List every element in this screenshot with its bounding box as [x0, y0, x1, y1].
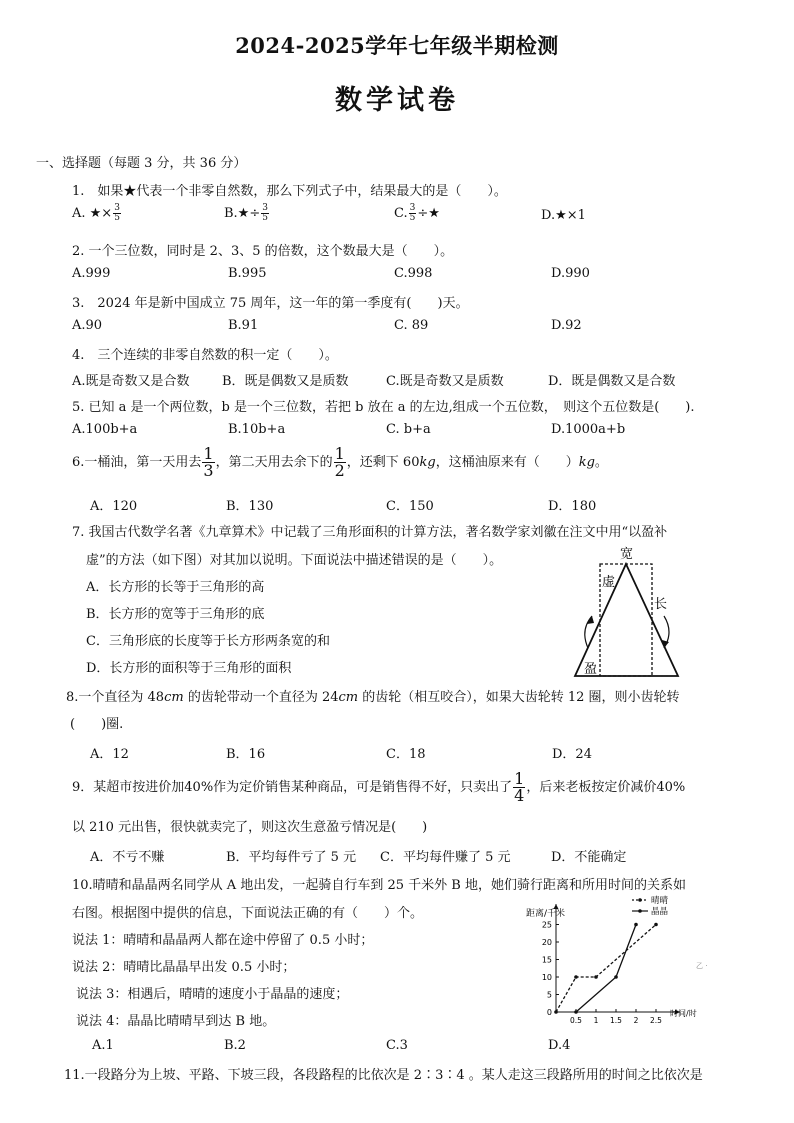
q3-stem: 3. 2024 年是新中国成立 75 周年，这一年的第一季度有( )天。: [72, 296, 469, 311]
legend-label-0: 晴晴: [651, 896, 669, 906]
q4-stem: 4. 三个连续的非零自然数的积一定（ ）。: [72, 348, 338, 363]
q8-option-a: A．12: [90, 747, 129, 762]
q4-option-d: D．既是偶数又是合数: [548, 374, 676, 389]
q8-line1: [66, 686, 680, 705]
q9-f-num: 1: [514, 769, 525, 788]
series-0-point-3: [654, 923, 658, 927]
q3-option-d: D.92: [551, 318, 582, 333]
q9-f-den: 4: [514, 786, 525, 805]
legend-marker-0: [638, 898, 642, 902]
q6-f1-num: 1: [203, 444, 214, 463]
q6-part3: ，还剩下 60: [346, 455, 420, 470]
q2-option-b: B.995: [228, 266, 267, 281]
q1-b-fraction: [261, 204, 269, 223]
y-axis-label: 距离/千米: [526, 909, 566, 919]
y-tick-label-1: 5: [546, 990, 552, 1000]
q2-option-d: D.990: [551, 266, 590, 281]
q3-option-b: B.91: [228, 318, 259, 333]
q9-option-b: B．平均每件亏了 5 元: [226, 850, 357, 865]
q1-stem: 1. 如果★代表一个非零自然数，那么下列式子中，结果最大的是（ ）。: [72, 184, 507, 199]
x-tick-label-2: 1.5: [610, 1016, 622, 1025]
stray-mark: 乙 ·: [696, 962, 708, 970]
q9-fraction: [513, 771, 525, 804]
q7-option-b: B．长方形的宽等于三角形的底: [86, 607, 265, 622]
q3-option-a: A.90: [72, 318, 103, 333]
q2-option-c: C.998: [394, 266, 433, 281]
q2-stem: 2. 一个三位数，同时是 2、3、5 的倍数，这个数最大是（ ）。: [72, 244, 454, 259]
q6-unit: kg: [419, 455, 436, 470]
q10-option-d: D.4: [548, 1038, 571, 1053]
q8-unit-a: cm: [164, 690, 184, 705]
q4-option-b: B．既是偶数又是质数: [222, 374, 349, 389]
q9-line1: [72, 771, 685, 804]
q6-fraction-1: [202, 446, 214, 479]
q6-part2: ，第二天用去余下的: [215, 455, 333, 470]
q1-a-fraction: [113, 204, 121, 223]
series-1-point-1: [614, 975, 618, 979]
q8-option-d: D．24: [552, 747, 592, 762]
q4-option-a: A.既是奇数又是合数: [72, 374, 190, 389]
q1-a-num: 3: [114, 203, 120, 213]
q5-option-b: B.10b+a: [228, 422, 286, 437]
q9-line2: 以 210 元出售，很快就卖完了，则这次生意盈亏情况是( ): [72, 820, 428, 835]
q1-b-prefix: B.★÷: [224, 206, 261, 221]
q10-statement-4: 说法 4：晶晶比晴晴早到达 B 地。: [76, 1014, 276, 1029]
q9-option-a: A．不亏不赚: [90, 850, 165, 865]
q10-line1: 10.晴晴和晶晶两名同学从 A 地出发，一起骑自行车到 25 千米外 B 地，她们骑行距离和所用时间的关系如: [72, 878, 686, 893]
q8-option-b: B．16: [226, 747, 266, 762]
q7-option-c: C．三角形底的长度等于长方形两条宽的和: [86, 634, 330, 649]
q7-line1: 7. 我国古代数学名著《九章算术》中记载了三角形面积的计算方法，著名数学家刘徽在注文中用“以盈补: [72, 525, 668, 540]
q6-fraction-2: [334, 446, 346, 479]
q1-c-prefix: C.: [394, 206, 408, 221]
q10-statement-1: 说法 1：晴晴和晶晶两人都在途中停留了 0.5 小时；: [72, 933, 374, 948]
q1-option-a: [72, 204, 122, 223]
exam-title: 2024-2025学年七年级半期检测: [235, 33, 559, 58]
q8-part-c: 的齿轮（相互咬合），如果大齿轮转 12 圈，则小齿轮转: [358, 690, 680, 705]
q1-c-den: 5: [409, 213, 416, 223]
q10-line2: 右图。根据图中提供的信息，下面说法正确的有（ ）个。: [72, 906, 424, 921]
q1-b-den: 5: [262, 213, 268, 223]
y-tick-label-5: 25: [541, 920, 552, 930]
label-top: 宽: [620, 547, 634, 562]
q1-a-prefix: A. ★×: [72, 206, 113, 221]
q9-part2: ，后来老板按定价减价40%: [526, 780, 686, 795]
x-axis-label: 时间/时: [670, 1009, 697, 1018]
q5-option-a: A.100b+a: [72, 422, 138, 437]
q1-option-d: D.★×1: [541, 208, 586, 223]
q10-option-c: C.3: [386, 1038, 408, 1053]
q8-part-a: 8.一个直径为 48: [66, 690, 165, 705]
q2-option-a: A.999: [72, 266, 111, 281]
q6-end: 。: [594, 455, 608, 470]
q6-part4: ，这桶油原来有（ ）: [435, 455, 579, 470]
q9-option-d: D．不能确定: [551, 850, 627, 865]
q5-option-c: C. b+a: [386, 422, 431, 437]
q5-stem: 5. 已知 a 是一个两位数，b 是一个三位数，若把 b 放在 a 的左边,组成一个五位数， 则这个五位数是( ).: [72, 400, 695, 415]
x-tick-label-1: 1: [593, 1016, 599, 1025]
series-line-1: [576, 925, 636, 1013]
q8-line2: ( )圈.: [70, 717, 124, 732]
q6-option-b: B．130: [226, 499, 274, 514]
q5-option-d: D.1000a+b: [551, 422, 626, 437]
section-heading: 一、选择题（每题 3 分，共 36 分）: [36, 156, 247, 171]
q1-c-suffix: ÷★: [417, 206, 440, 221]
legend-label-1: 晶晶: [651, 907, 669, 917]
x-tick-label-3: 2: [633, 1016, 639, 1025]
q3-option-c: C. 89: [394, 318, 429, 333]
q6-unit2: kg: [578, 455, 595, 470]
chart-root: [526, 895, 707, 1025]
q1-option-b: [224, 204, 270, 223]
q10-option-a: A.1: [92, 1038, 114, 1053]
series-0-point-0: [554, 1010, 558, 1014]
q8-unit-b: cm: [338, 690, 359, 705]
q1-c-num: 3: [409, 203, 416, 213]
label-right: 长: [654, 597, 668, 612]
q8-part-b: 的齿轮带动一个直径为 24: [183, 690, 339, 705]
q6-option-a: A．120: [90, 499, 138, 514]
q7-option-d: D．长方形的面积等于三角形的面积: [86, 661, 292, 676]
x-tick-label-4: 2.5: [650, 1016, 662, 1025]
q1-a-den: 5: [114, 213, 120, 223]
q1-b-num: 3: [262, 203, 268, 213]
q4-option-c: C.既是奇数又是质数: [386, 374, 504, 389]
label-left: 虚: [602, 575, 616, 590]
q7-triangle-figure: [566, 544, 700, 684]
q6-option-d: D．180: [548, 499, 597, 514]
y-tick-label-0: 0: [546, 1008, 552, 1017]
q6-f2-den: 2: [334, 461, 345, 480]
q10-statement-2: 说法 2：晴晴比晶晶早出发 0.5 小时；: [72, 960, 296, 975]
q8-option-c: C．18: [386, 747, 426, 762]
q9-option-c: C．平均每件赚了 5 元: [380, 850, 511, 865]
series-0-point-1: [574, 975, 578, 979]
exam-subject: 数学试卷: [335, 85, 459, 116]
q6-stem: [72, 446, 608, 479]
y-tick-label-3: 15: [541, 955, 552, 965]
q1-c-fraction: [409, 204, 417, 223]
q10-option-b: B.2: [224, 1038, 246, 1053]
q7-line2: 虚”的方法（如下图）对其加以说明。下面说法中描述错误的是（ ）。: [86, 553, 503, 568]
q6-f2-num: 1: [334, 444, 345, 463]
q9-part1: 9．某超市按进价加40%作为定价销售某种商品，可是销售得不好，只卖出了: [72, 780, 513, 795]
q6-f1-den: 3: [203, 461, 214, 480]
y-tick-label-4: 20: [541, 938, 552, 947]
q7-option-a: A．长方形的长等于三角形的高: [86, 580, 265, 595]
series-0-point-2: [594, 975, 598, 979]
label-bottom: 盈: [584, 662, 598, 677]
q1-option-c: [394, 204, 440, 223]
series-line-0: [556, 925, 656, 1013]
series-1-point-0: [574, 1010, 578, 1014]
x-tick-label-0: 0.5: [570, 1016, 582, 1025]
legend-marker-1: [638, 909, 642, 913]
q6-option-c: C．150: [386, 499, 434, 514]
q10-statement-3: 说法 3：相遇后，晴晴的速度小于晶晶的速度；: [76, 987, 349, 1002]
q10-chart: [520, 890, 740, 1030]
q11-line1: 11.一段路分为上坡、平路、下坡三段，各段路程的比依次是 2∶3∶4 。某人走这三段路所用的时间之比依次是: [64, 1068, 703, 1083]
y-tick-label-2: 10: [541, 973, 552, 982]
q6-part1: 6.一桶油，第一天用去: [72, 455, 202, 470]
series-1-point-2: [634, 923, 638, 927]
